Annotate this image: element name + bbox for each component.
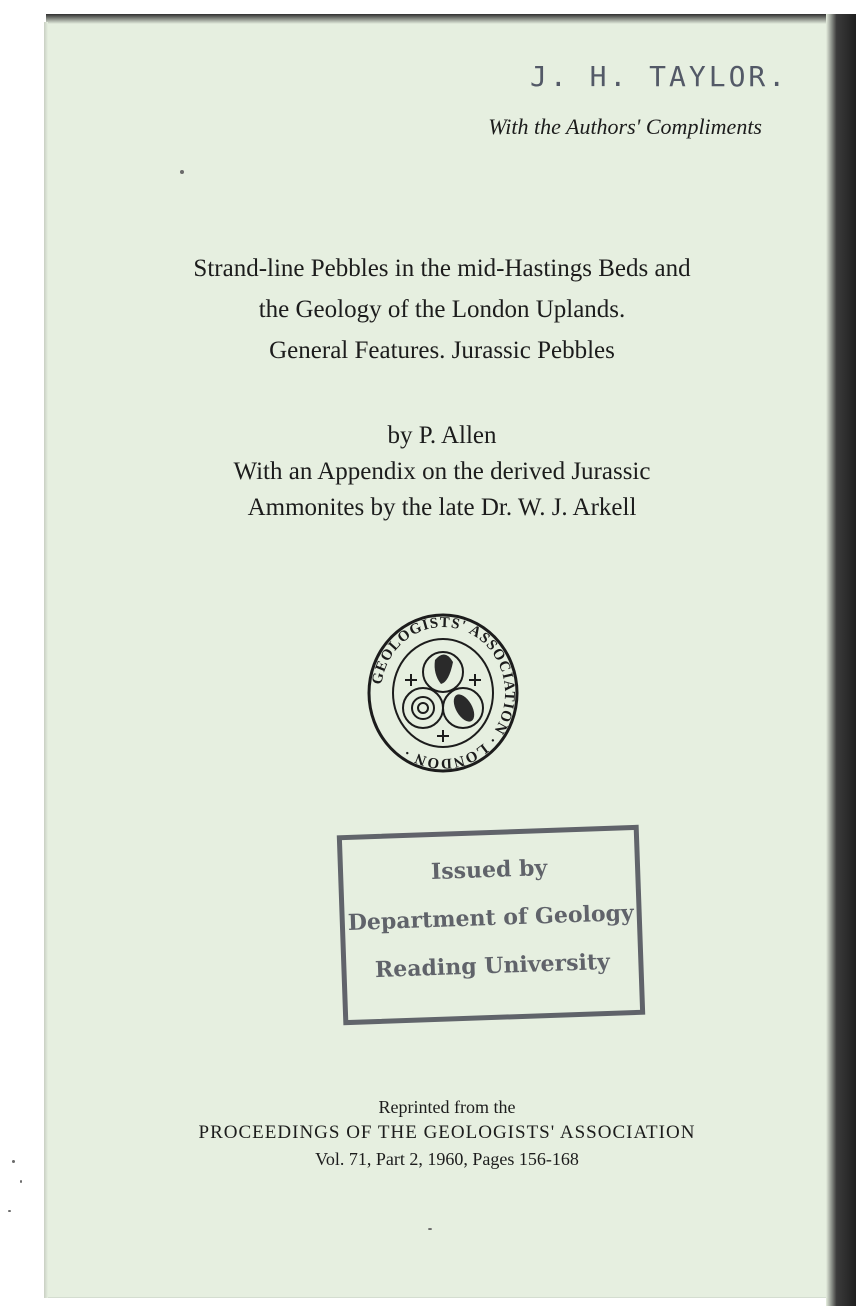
stamp-line: Department of Geology (347, 900, 635, 936)
right-edge-shadow (826, 14, 856, 1306)
title-line: Strand-line Pebbles in the mid-Hastings Beds and (193, 255, 691, 282)
issued-by-stamp (337, 825, 645, 1025)
top-edge-shadow (46, 14, 836, 24)
author-byline (110, 418, 774, 526)
paper-speck (180, 170, 184, 174)
stamp-line: Reading University (374, 948, 611, 984)
left-fold-edge (44, 22, 48, 1298)
author-line: Ammonites by the late Dr. W. J. Arkell (247, 494, 637, 521)
volume-info: Vol. 71, Part 2, 1960, Pages 156-168 (315, 1149, 579, 1169)
paper-speck (12, 1160, 15, 1163)
authors-compliments: With the Authors' Compliments (488, 114, 762, 139)
reprinted-from: Reprinted from the (378, 1097, 516, 1117)
journal-name: PROCEEDINGS OF THE GEOLOGISTS' ASSOCIATION (198, 1122, 696, 1143)
author-line: With an Appendix on the derived Jurassic (233, 458, 651, 485)
stamp-line: Issued by (430, 855, 548, 886)
geologists-association-seal-icon (365, 612, 521, 774)
paper-speck (8, 1210, 11, 1212)
reprint-footer (110, 1094, 784, 1172)
paper-speck (428, 1228, 432, 1230)
title-line: the Geology of the London Uplands. (258, 296, 626, 323)
paper-speck (20, 1180, 22, 1183)
title-line: General Features. Jurassic Pebbles (269, 337, 615, 364)
owner-name-stamp: J. H. TAYLOR. (530, 60, 789, 93)
paper-title (110, 248, 774, 371)
seal-text: GEOLOGISTS' ASSOCIATION · LONDON · (369, 614, 518, 772)
author-line: by P. Allen (387, 422, 497, 449)
